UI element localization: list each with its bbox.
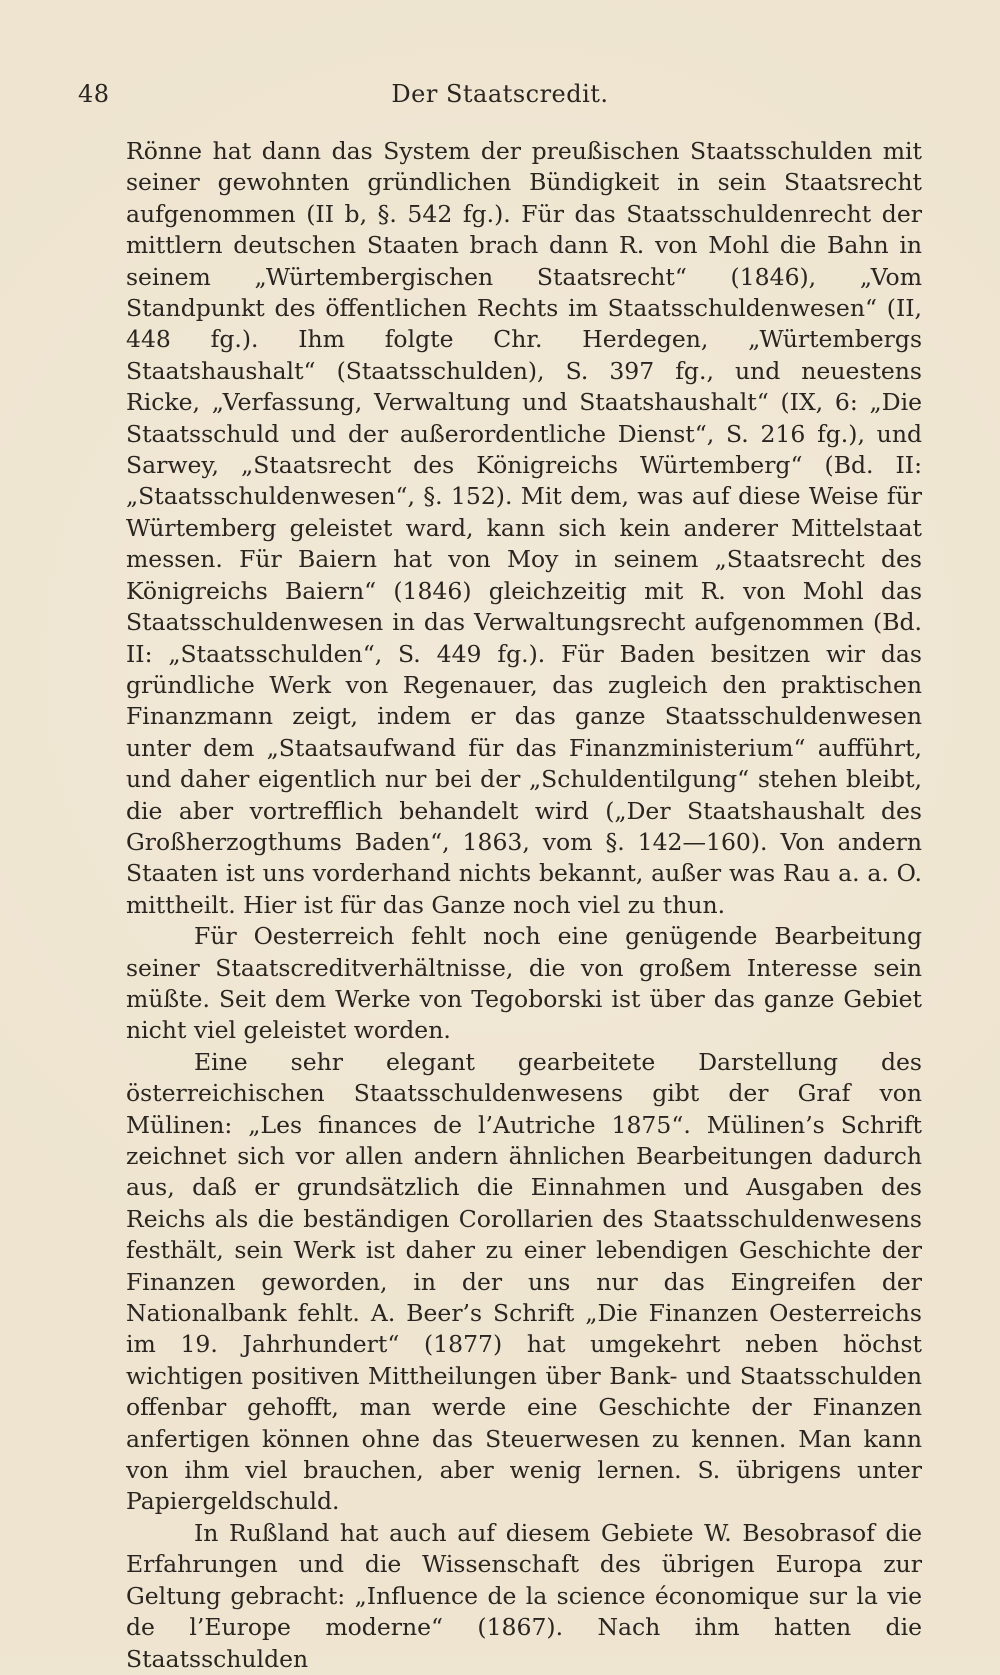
page-header <box>78 74 922 114</box>
main-text <box>126 136 922 1675</box>
paragraph-4: In Rußland hat auch auf diesem Gebiete W. Besobrasof die Erfahrungen und die Wissenschaft des übrigen Europa zur Geltung gebracht: „Influence de la science économique sur la vie de l’Europe moderne“ (1867). Nach ihm hatten die Staatsschulden <box>126 1518 922 1673</box>
paragraph-3: Eine sehr elegant gearbeitete Darstellung des österreichischen Staatsschuldenwesens gibt der Graf von Mülinen: „Les finances de l’Autriche 1875“. Mülinen’s Schrift zeichnet sich vor allen andern ähnlichen Bearbeitungen dadurch aus, daß er grundsätzlich die Einnahmen und Ausgaben des Reichs als die beständigen Corollarien des Staatsschuldenwesens festhält, sein Werk ist daher zu einer lebendigen Geschichte der Finanzen geworden, in der uns nur das Eingreifen der Nationalbank fehlt. A. Beer’s Schrift „Die Finanzen Oesterreichs im 19. Jahrhundert“ (1877) hat umgekehrt neben höchst wichtigen positiven Mittheilungen über Bank- und Staatsschulden offenbar gehofft, man werde eine Geschichte der Finanzen anfertigen können ohne das Steuerwesen zu kennen. Man kann von ihm viel brauchen, aber wenig lernen. S. übrigens unter Papiergeldschuld. <box>126 1047 922 1516</box>
paragraph-2: Für Oesterreich fehlt noch eine genügende Bearbeitung seiner Staatscreditverhältnisse, die von großem Interesse sein müßte. Seit dem Werke von Tegoborski ist über das ganze Gebiet nicht viel geleistet worden. <box>126 922 922 1045</box>
running-title: Der Staatscredit. <box>391 80 609 108</box>
paragraph-1: Rönne hat dann das System der preußischen Staatsschulden mit seiner gewohnten gründlichen Bündigkeit in sein Staatsrecht aufgenommen (II b, §. 542 fg.). Für das Staatsschuldenrecht der mittlern deutschen Staaten brach dann R. von Mohl die Bahn in seinem „Würtembergischen Staatsrecht“ (1846), „Vom Standpunkt des öffentlichen Rechts im Staatsschuldenwesen“ (II, 448 fg.). Ihm folgte Chr. Herdegen, „Würtembergs Staatshaushalt“ (Staatsschulden), S. 397 fg., und neuestens Ricke, „Verfassung, Verwaltung und Staatshaushalt“ (IX, 6: „Die Staatsschuld und der außerordentliche Dienst“, S. 216 fg.), und Sarwey, „Staatsrecht des Königreichs Würtemberg“ (Bd. II: „Staatsschuldenwesen“, §. 152). Mit dem, was auf diese Weise für Würtemberg geleistet ward, kann sich kein anderer Mittelstaat messen. Für Baiern hat von Moy in seinem „Staatsrecht des Königreichs Baiern“ (1846) gleichzeitig mit R. von Mohl das Staatsschuldenwesen in das Verwaltungsrecht aufgenommen (Bd. II: „Staatsschulden“, S. 449 fg.). Für Baden besitzen wir das gründliche Werk von Regenauer, das zugleich den praktischen Finanzmann zeigt, indem er das ganze Staatsschuldenwesen unter dem „Staatsaufwand für das Finanzministerium“ aufführt, und daher eigentlich nur bei der „Schuldentilgung“ stehen bleibt, die aber vortrefflich behandelt wird („Der Staatshaushalt des Großherzogthums Baden“, 1863, vom §. 142—160). Von andern Staaten ist uns vorderhand nichts bekannt, außer was Rau a. a. O. mittheilt. Hier ist für das Ganze noch viel zu thun. <box>126 137 922 919</box>
page-number: 48 <box>78 80 110 108</box>
